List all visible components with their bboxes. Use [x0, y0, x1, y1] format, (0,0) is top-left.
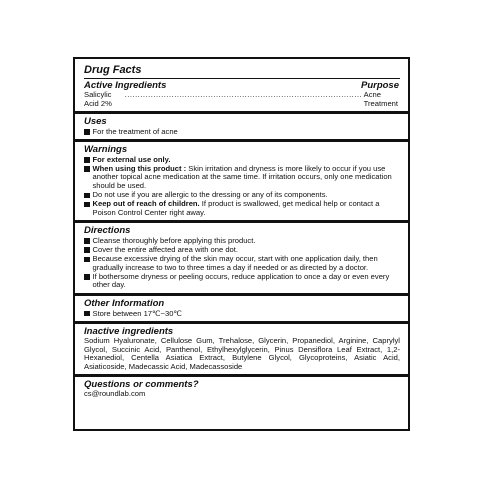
allergic-warning: Do not use if you are allergic to the dressing or any of its components. [92, 190, 328, 200]
bullet-square-icon [84, 247, 90, 253]
leader-dots [125, 91, 362, 108]
warnings-section [84, 142, 400, 217]
when-using-text: Skin irritation and dryness is more likely to occur if you use another topical acne medication at the same time. If irritation occurs, only one medication should be used. [92, 163, 392, 191]
keep-out-lead: Keep out of reach of children. [92, 199, 200, 209]
storage-info: Store between 17℃~30℃ [92, 308, 182, 318]
bullet-square-icon [84, 157, 90, 163]
active-ingredients-header-row [84, 80, 400, 91]
list-item [84, 128, 400, 137]
drug-facts-panel [73, 57, 410, 431]
bullet-square-icon [84, 311, 90, 317]
active-ingredients-heading: Active Ingredients [84, 80, 167, 91]
direction-item: Because excessive drying of the skin may occur, start with one application daily, then gradually increase to two to three times a day if needed or as directed by a doctor. [92, 254, 378, 272]
external-use-warning: For external use only. [92, 154, 171, 164]
uses-section [84, 114, 400, 136]
contact-email: cs@roundlab.com [84, 389, 146, 399]
list-item [84, 273, 400, 290]
bullet-square-icon [84, 166, 90, 172]
directions-heading: Directions [84, 225, 131, 237]
purpose-heading: Purpose [360, 80, 399, 91]
other-information-heading: Other Information [84, 298, 165, 309]
other-information-section [84, 296, 400, 318]
active-ingredient: Salicylic Acid 2% [84, 90, 112, 108]
keep-out-text: If product is swallowed, get medical help or contact a Poison Control Center right away. [92, 199, 380, 217]
bullet-square-icon [84, 274, 90, 280]
inactive-ingredients-heading: Inactive ingredients [84, 326, 174, 338]
inactive-ingredients-section [84, 324, 400, 371]
uses-heading: Uses [84, 116, 107, 128]
list-item [84, 165, 400, 191]
bullet-square-icon [84, 193, 90, 199]
active-ingredient-row [84, 91, 400, 108]
direction-item: Cover the entire affected area with one dot. [92, 245, 238, 255]
inactive-ingredients-text: Sodium Hyaluronate, Cellulose Gum, Trehalose, Glycerin, Propanediol, Arginine, Caprylyl Glycol, Succinic Acid, Panthenol, Ethylhexylglycerin, Pinus Densiflora Leaf Extract, 1,2-Hexanediol, Centella Asiatica Extract, Butylene Glycol, Glycoproteins, Asiatic Acid, Asiaticoside, Madecassic Acid, Madecassoside [84, 336, 400, 371]
drug-facts-title: Drug Facts [84, 64, 142, 76]
bullet-square-icon [84, 129, 90, 135]
warnings-heading: Warnings [84, 144, 128, 156]
title-divider [84, 78, 400, 79]
questions-heading: Questions or comments? [84, 379, 199, 391]
bullet-square-icon [84, 202, 90, 208]
uses-item: For the treatment of acne [92, 126, 178, 136]
list-item [84, 310, 400, 319]
list-item [84, 200, 400, 217]
list-item [84, 255, 400, 272]
directions-section [84, 223, 400, 290]
purpose-value: Acne Treatment [363, 90, 398, 108]
when-using-lead: When using this product : [92, 163, 187, 173]
questions-section [84, 377, 400, 399]
bullet-square-icon [84, 238, 90, 244]
direction-item: Cleanse thoroughly before applying this product. [92, 235, 256, 245]
bullet-square-icon [84, 257, 90, 263]
direction-item: If bothersome dryness or peeling occurs, reduce application to once a day or even every other day. [92, 271, 390, 290]
